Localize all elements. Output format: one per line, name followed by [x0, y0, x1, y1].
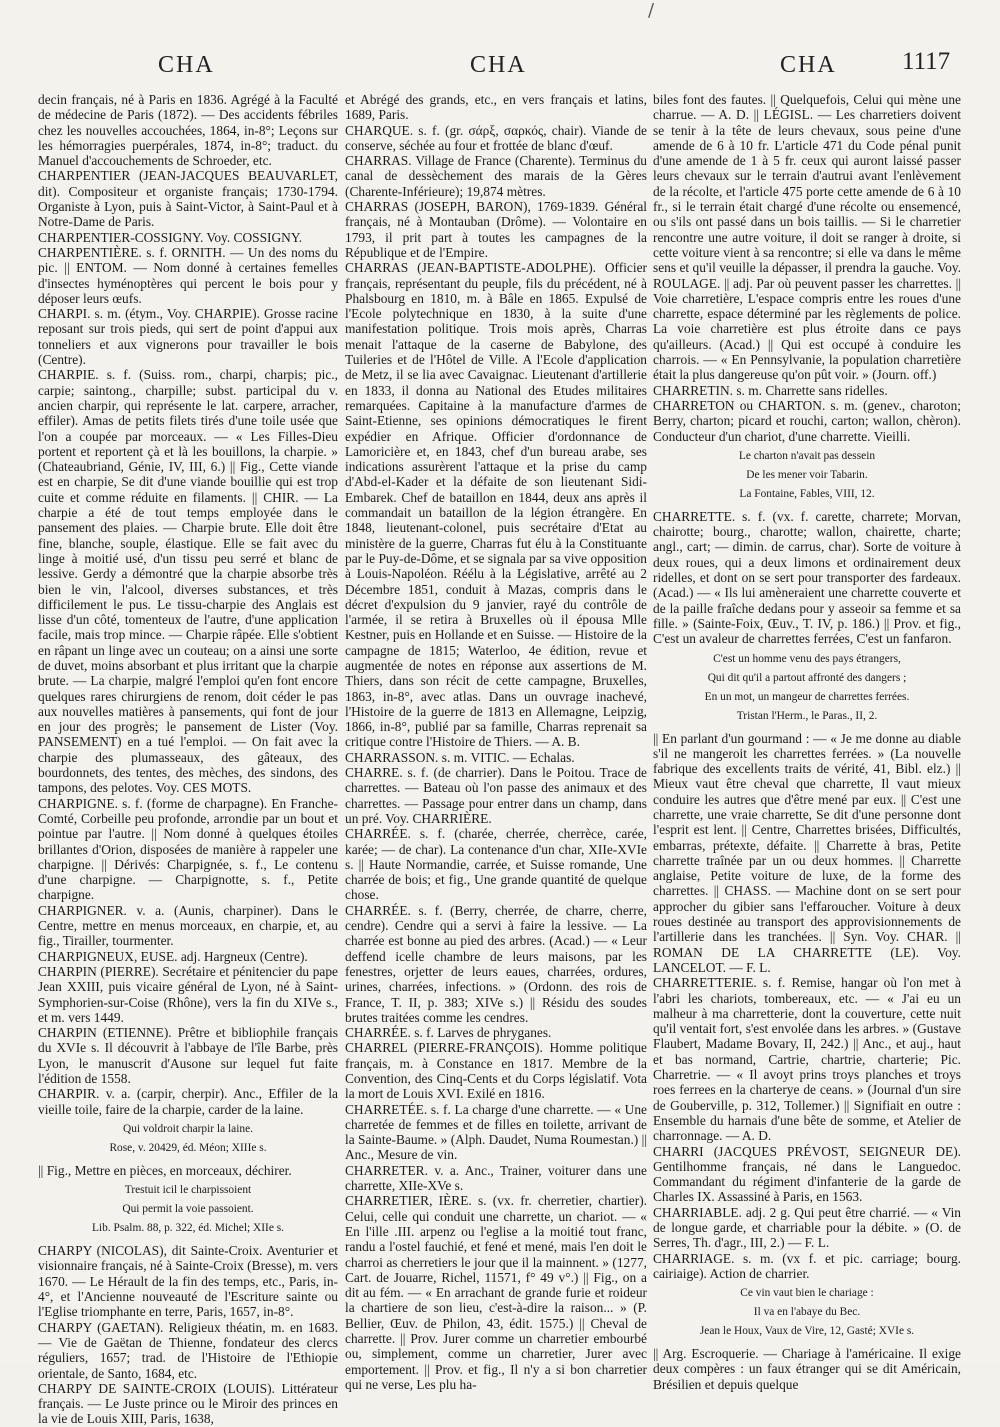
entry-paragraph: CHARRAS (JEAN-BAPTISTE-ADOLPHE). Officier français, représentant du peuple, fils du précédent, né à Phalsbourg en 1810, m. à Bâle en 1865. Expulsé de l'Ecole polytechnique en 1830, à la suite d'une manifestation politique. Trois mois après, Charras menait l'attaque de la caserne de Babylone, des Tuileries et de l'Hôtel de Ville. A l'Ecole d'application de Metz, il se lia avec Cavaignac. Lieutenant d'artillerie en 1833, il donna au National des Etudes militaires remarquées. Capitaine à la manufacture d'armes de Saint-Etienne, ses opinions démocratiques le firent expédier en Afrique. Officier d'ordonnance de Lamoricière et, en 1843, chef d'un bureau arabe, ses indications assurèrent l'attaque et la prise du camp d'Abd-el-Kader et la défaite de son lieutenant Sidi-Embarek. Chef de bataillon en 1844, deux ans après il commandait un bataillon de la légion étrangère. En 1848, lieutenant-colonel, puis secrétaire d'Etat au ministère de la guerre, Charras fut élu à la Constituante par le Puy-de-Dôme, et se signala par sa vive opposition à Louis-Napoléon. Réélu à la Législative, arrêté au 2 Décembre 1851, conduit à Mazas, compris dans le décret d'expulsion du 9 janvier, rayé du contrôle de l'armée, il se retira à Bruxelles où il épousa Mlle Kestner, puis en Hollande et en Suisse. — Histoire de la campagne de 1815; Waterloo, 4e édition, revue et augmentée de notes en réponse aux assertions de M. Thiers, dans son récit de cette campagne, Bruxelles, 1863, in-8°, avec atlas. Dans un ouvrage inachevé, l'Histoire de la guerre de 1813 en Allemagne, Leipzig, 1866, in-8°, publié par sa famille, Charras reprenait sa critique contre l'Histoire de Thiers. — A. B. [345, 260, 647, 750]
text-column-2 [345, 92, 647, 1392]
entry-paragraph: CHARRE. s. f. (de charrier). Dans le Poitou. Trace de charrettes. — Bateau où l'on passe des animaux et des charrettes. — Passage pour entrer dans un champ, dans un pré. Voy. CHARRIÈRE. [345, 765, 647, 826]
entry-paragraph: CHARPY (NICOLAS), dit Sainte-Croix. Aventurier et visionnaire français, né à Sainte-Croix (Bresse), m. vers 1670. — Le Hérault de la fin des temps, etc., Paris, in-4°, et l'Ancienne nouveauté de l'Escriture sainte ou l'Eglise triomphante en terre, Paris, 1657, in-8°. [38, 1243, 338, 1320]
quotation-line: Il va en l'abaye du Bec. [753, 1306, 861, 1319]
entry-paragraph: CHARPENTIER (JEAN-JACQUES BEAUVARLET, dit). Compositeur et organiste français; 1730-1794. Organiste à Lyon, puis à Saint-Victor, à Saint-Paul et à Notre-Dame de Paris. [38, 168, 338, 230]
quotation-line: Qui voldroit charpir la laine. [122, 1122, 253, 1135]
entry-paragraph: et Abrégé des grands, etc., en vers français et latins, 1689, Paris. [345, 92, 647, 123]
entry-paragraph: CHARRIAGE. s. m. (vx f. et pic. carriage; bourg. cairiaige). Action de charrier. [653, 1250, 961, 1281]
entry-paragraph: CHARPI. s. m. (étym., Voy. CHARPIE). Grosse racine reposant sur trois pieds, qui sert de point d'appui aux tonneliers et aux vignerons pour travailler le bois (Centre). [38, 306, 338, 368]
quotation-source: Tristan l'Herm., le Paras., II, 2. [736, 709, 878, 722]
page-number: 1117 [902, 48, 951, 75]
entry-paragraph: CHARRETER. v. a. Anc., Trainer, voiturer dans une charrette, XIIe-XVe s. [345, 1162, 647, 1194]
entry-paragraph: CHARRETTE. s. f. (vx. f. carette, charrete; Morvan, chairotte; bourg., charotte; wallon, chairette, charte; angl., cart; — dimin. de carrus, char). Sorte de voiture à deux roues, qui a deux limons et ordinairement deux ridelles, et dont on se sert pour transporter des fardeaux. (Acad.) — « Ils lui amèneraient une charrette couverte et de la paille fraîche dedans pour y asseoir sa femme et sa fille. » (Sainte-Foix, Œuv., T. IV, p. 186.) || Prov. et fig., C'est un avaleur de charrettes ferrées, C'est un fanfaron. [653, 508, 961, 647]
quotation-line: Ce vin vaut bien le chariage : [740, 1287, 874, 1300]
running-head-center: CHA [470, 52, 527, 78]
entry-paragraph: CHARRAS (JOSEPH, BARON), 1769-1839. Général français, né à Montauban (Drôme). — Volontaire en 1793, il prit part à toutes les campagnes de la République et de l'Empire. [345, 199, 647, 260]
entry-paragraph: CHARRI (JACQUES PRÉVOST, SEIGNEUR DE). Gentilhomme français, né dans le Languedoc. Commandant du régiment d'infanterie de la garde de Charles IX. Assassiné à Paris, en 1563. [653, 1143, 961, 1205]
quotation-line: Qui dit qu'il a partout affronté des dangers ; [707, 671, 907, 684]
entry-paragraph: CHARRETÉE. s. f. La charge d'une charrette. — « Une charretée de femmes et de filles en toilette, arrivant de la Sainte-Baume. » (Alph. Daudet, Numa Roumestan.) || Anc., Mesure de vin. [345, 1101, 647, 1163]
entry-paragraph: CHARPENTIER-COSSIGNY. Voy. COSSIGNY. [38, 229, 303, 245]
entry-paragraph: CHARPIE. s. f. (Suiss. rom., charpi, charpis; pic., carpie; saintong., charpille; subst. participal du v. ancien charpir, qui représente le lat. carpere, arracher, effiler). Amas de petits filets tirés d'une toile usée que l'on a coupée par morceaux. — « Les Filles-Dieu portent et reportent çà et là les bouillons, la charpie. » (Chateaubriand, Génie, IV, III, 6.) || Fig., Cette viande est en charpie, Se dit d'une viande bouillie qui est trop cuite et comme réduite en filaments. || CHIR. — La charpie a été de tout temps employée dans le pansement des plaies. — Charpie brute. Elle doit être fine, blanche, souple, élastique. Elle se fait avec du linge à moitié usé, d'un tissu peu serré et blanc de lessive. Gerdy a démontré que la charpie absorbe très bien le vin, l'alcool, diverses substances, et très difficilement le pus. Le tissu-charpie des Anglais est lisse d'un côté, tomenteux de l'autre, d'une application facile, mais trop mince. — Charpie râpée. Elle s'obtient en râpant un linge avec un couteau; on a ainsi une sorte de duvet, moins absorbant et plus irritant que la charpie brute. — La charpie, malgré l'emploi qu'en font encore quelques rares chirurgiens de renom, doit céder le pas aux nouvelles matières à pansements, qui font de jour en jour des progrès; le pansement de Lister (Voy. PANSEMENT) en a tué l'emploi. — On fait avec la charpie des plumasseaux, des gâteaux, des bourdonnets, des tentes, des mèches, des sindons, des tampons, des pelotes. Voy. CES MOTS. [38, 367, 338, 796]
entry-paragraph: CHARQUE. s. f. (gr. σάρξ, σαρκός, chair). Viande de conserve, séchée au four et frottée de blanc d'œuf. [345, 122, 647, 153]
entry-paragraph: CHARRASSON. s. m. VITIC. — Echalas. [345, 749, 575, 765]
entry-paragraph: decin français, né à Paris en 1836. Agrégé à la Faculté de médecine de Paris (1872). — Des accidents fébriles chez les nouvelles accouchées, 1864, in-8°; Leçons sur les hémorragies puerpérales, 1874, in-8°; traduct. du Manuel d'accouchements de Schroeder, etc. [38, 92, 338, 169]
entry-paragraph: biles font des fautes. || Quelquefois, Celui qui mène une charrue. — A. D. || LÉGISL. — Les charretiers doivent se tenir à la tête de leurs chevaux, sous peine d'une amende de 6 à 10 fr. L'article 471 du Code pénal punit d'une amende de 1 à 5 fr. ceux qui auront laissé passer leurs chevaux sur le terrain d'autrui avant l'enlèvement de la récolte, et l'article 475 porte cette amende de 6 à 10 fr., si le terrain était chargé d'une récolte ou ensemencé, ou s'ils ont passé dans un bois taillis. — Si le charretier rencontre une autre voiture, il doit se ranger à droite, si cette voiture vient à sa rencontre; si elle va dans le même sens et qu'il veuille la dépasser, il prendra la gauche. Voy. ROULAGE. || adj. Par où peuvent passer les charrettes. || Voie charretière, L'espace compris entre les roues d'une charrette, espace déterminé par les règlements de police. La voie charretière est plus étroite dans ce pays qu'ailleurs. (Acad.) || Qui est occupé à conduire les charrois. — « En Pennsylvanie, la population charretière était la plus dangereuse qu'on pût voir. » (Journ. off.) [653, 92, 961, 383]
entry-paragraph: CHARRÉE. s. f. (charée, cherrée, cherrèce, carée, karée; — de char). La contenance d'un char, XIIe-XVIe s. || Haute Normandie, carrée, et Suisse romande, Une charrée de bois; et fig., Une grande quantité de quelque chose. [345, 826, 647, 903]
entry-paragraph: || Arg. Escroquerie. — Chariage à l'américaine. Il exige deux compères : un faux étranger qui se dit Américain, Brésilien et depuis quelque [653, 1346, 961, 1392]
quotation-line: De les mener voir Tabarin. [746, 468, 868, 481]
quotation-source: La Fontaine, Fables, VIII, 12. [739, 487, 875, 500]
entry-paragraph: CHARRAS. Village de France (Charente). Terminus du canal de dessèchement des marais de la Gères (Charente-Inférieure); 19,874 mètres. [345, 153, 647, 199]
entry-paragraph: CHARPIGNER. v. a. (Aunis, charpiner). Dans le Centre, mettre en menus morceaux, en charpie, et, au fig., Tirailler, tourmenter. [38, 902, 338, 949]
entry-paragraph: CHARRIABLE. adj. 2 g. Qui peut être charrié. — « Vin de longue garde, et charriable pour la débite. » (O. de Serres, Th. d'agr., III, 2.) — F. L. [653, 1204, 961, 1251]
entry-paragraph: CHARPENTIÈRE. s. f. ORNITH. — Un des noms du pic. || ENTOM. — Nom donné à certaines femelles d'insectes hyménoptères qui percent le bois pour y déposer leurs œufs. [38, 244, 338, 306]
entry-paragraph: CHARPIGNEUX, EUSE. adj. Hargneux (Centre). [38, 948, 308, 964]
entry-paragraph: CHARRETON ou CHARTON. s. m. (genev., charoton; Berry, charton; picard et rouchi, carton; wallon, chèron). Conducteur d'un chariot, d'une charrette. Vieilli. [653, 397, 961, 444]
quotation-line: Le charton n'avait pas dessein [738, 449, 876, 462]
running-head-left: CHA [158, 52, 215, 78]
corner-mark: / [648, 0, 655, 21]
entry-paragraph: CHARRÉE. s. f. Larves de phryganes. [345, 1025, 552, 1041]
quotation-source: Lib. Psalm. 88, p. 322, éd. Michel; XIIe s. [91, 1222, 285, 1235]
entry-paragraph: CHARPY (GAETAN). Religieux théatin, m. en 1683. — Vie de Gaëtan de Thienne, fondateur des clercs réguliers, 1657; trad. de l'Histoire de l'Ethiopie orientale, de Santo, 1684, etc. [38, 1319, 338, 1381]
entry-paragraph: || En parlant d'un gourmand : — « Je me donne au diable s'il ne mangeroit les charrettes ferrées. » (La nouvelle fabrique des excellents traits de vérité, 41, Bibl. elz.) || Mieux vaut être cheval que charrette, Il vaut mieux conduire les autres que d'être mené par eux. || C'est une charrette, une vraie charrette, Se dit d'une personne dont l'esprit est lent. || Centre, Charrettes brisées, Difficultés, embarras, prétexte, défaite. || Charrette à bras, Petite charrette traînée par un ou deux hommes. || Charrette anglaise, Petite voiture de luxe, de la forme des charrettes. || CHASS. — Machine dont on se sert pour approcher du gibier sans l'effaroucher. Voiture à deux roues destinée au transport des approvisionnements de l'artillerie dans les tranchées. || Syn. Voy. CHAR. || ROMAN DE LA CHARRETTE (LE). Voy. LANCELOT. — F. L. [653, 730, 961, 975]
text-column-3 [653, 92, 961, 1392]
entry-paragraph: CHARREL (PIERRE-FRANÇOIS). Homme politique français, m. à Constance en 1817. Membre de la Convention, des Cinq-Cents et du Corps législatif. Vota la mort de Louis XVI. Exilé en 1816. [345, 1040, 647, 1102]
quotation-line: Qui permit la voie passoient. [122, 1203, 254, 1216]
entry-paragraph: CHARPY DE SAINTE-CROIX (LOUIS). Littérateur français. — Le Juste prince ou le Miroir des princes en la vie de Louis XIII, Paris, 1638, [38, 1380, 338, 1427]
running-head-right: CHA [780, 52, 837, 78]
quotation-line: Trestuit icil le charpissoient [124, 1184, 252, 1197]
entry-paragraph: CHARRETIN. s. m. Charrette sans ridelles. [653, 382, 888, 398]
quotation-source: Jean le Houx, Vaux de Vire, 12, Gasté; XVIe s. [699, 1325, 915, 1338]
quotation-line: C'est un homme venu des pays étrangers, [713, 652, 901, 665]
entry-paragraph: CHARPIGNE. s. f. (forme de charpagne). En Franche-Comté, Corbeille peu profonde, arrondie par un bout et pointue par l'autre. || Nom donné à quelques étoiles brillantes d'Orion, disposées de manière à rappeler une charpigne. || Dérivés: Charpignée, s. f., Le contenu d'une charpigne. — Charpignotte, s. f., Petite charpigne. [38, 795, 338, 903]
quotation-source: Rose, v. 20429, éd. Méon; XIIIe s. [109, 1141, 267, 1154]
quotation-line: En un mot, un mangeur de charrettes ferrées. [704, 690, 910, 703]
entry-paragraph: CHARPIN (ETIENNE). Prêtre et bibliophile français du XVIe s. Il découvrit à l'abbaye de l'île Barbe, près Lyon, le manuscrit d'Ausone sur lequel fut faite l'édition de 1558. [38, 1025, 338, 1086]
entry-paragraph: CHARPIR. v. a. (carpir, cherpir). Anc., Effiler de la vieille toile, faire de la charpie, carder de la laine. [38, 1086, 338, 1117]
entry-paragraph: CHARRÉE. s. f. (Berry, cherrée, de charre, cherre, cendre). Cendre qui a servi à faire la lessive. — La charrée est bonne au pied des arbres. (Acad.) — « Leur deffend icelle chambre de leurs maisons, par les fenestres, orjetter de leurs eaues, charrées, ordures, urines, charrées, infections. » (Ordonn. des rois de France, T. II, p. 383; XIVe s.) || Résidu des soudes brutes traitées comme les cendres. [345, 902, 647, 1025]
entry-paragraph: CHARRETTERIE. s. f. Remise, hangar où l'on met à l'abri les chariots, tombereaux, etc. — « J'ai eu un malheur à ma charretterie, dont la couverture, cette nuit qu'il ventait fort, s'est envolée dans les arbres. » (Gustave Flaubert, Madame Bovary, II, 242.) || Anc., et auj., haut et bas normand, Cartrie, chartrie, charterie; Pic. Charretrie. — « Il avoyt prins troys planches et troys roes ferrees en la charterye de ceans. » (Journal d'un sire de Gouberville, p. 312, Tollemer.) || Signifiait en outre : Ensemble du harnais d'une bête de somme, et Atelier de charronnage. — A. D. [653, 975, 961, 1144]
entry-paragraph: CHARPIN (PIERRE). Secrétaire et pénitencier du pape Jean XXIII, puis vicaire général de Lyon, né à Saint-Symphorien-sur-Coise (Rhône), vers la fin du XIVe s., et m. vers 1449. [38, 963, 338, 1025]
entry-paragraph: || Fig., Mettre en pièces, en morceaux, déchirer. [38, 1162, 292, 1178]
text-column-1 [38, 92, 338, 1427]
entry-paragraph: CHARRETIER, IÈRE. s. (vx. fr. cherretier, chartier). Celui, celle qui conduit une charrette, un chariot. — « En l'ille .III. arpenz ou l'eglise a la moitié tout franc, randu a l'ostel fauchié, et fené et mené, mais l'en doit le charroi as cherretiers le jour que il la mainnent. » (1277, Cart. de Jouarre, Richel, 11571, f° 49 v°.) || Fig., on a dit au fém. — « En arrachant de grande furie et roideur la chartiere de son lieu, c'est-à-dire la raison... » (P. Bellier, Œuv. de Philon, 43, édit. 1575.) || Cheval de charrette. || Prov. Jurer comme un charretier embourbé ou, simplement, comme un charretier, Jurer avec emportement. || Prov. et fig., Il n'y a si bon charretier qui ne verse, Les plu ha- [345, 1193, 647, 1392]
